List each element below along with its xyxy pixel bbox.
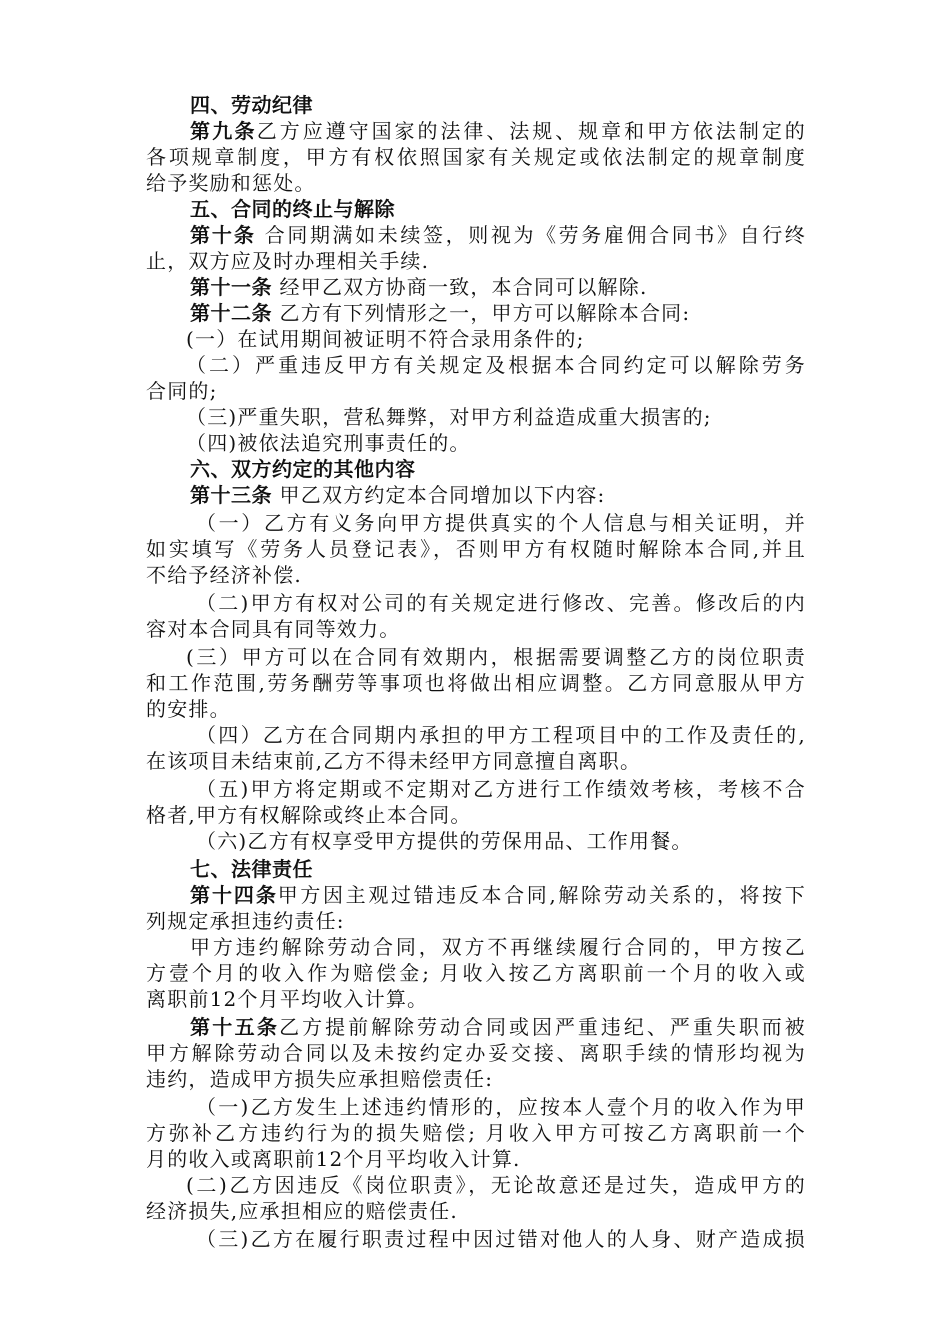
- article-15-item-2-line-2: 经济损失,应承担相应的赔偿责任.: [146, 1199, 458, 1223]
- article-9-label: 第九条: [190, 119, 257, 143]
- article-12-item-4: （四)被依法追究刑事责任的。: [186, 431, 471, 455]
- article-12-item-3: （三)严重失职，营私舞弊，对甲方利益造成重大损害的;: [186, 405, 712, 429]
- article-10-line-1: [190, 222, 806, 248]
- article-11-line-1: [190, 274, 806, 300]
- article-13-item-2-line-1: （二)甲方有权对公司的有关规定进行修改、完善。修改后的内: [196, 591, 806, 615]
- article-10-text: 合同期满如未续签，则视为《劳务雇佣合同书》自行终: [255, 223, 806, 247]
- article-12-text: 乙方有下列情形之一，甲方可以解除本合同:: [272, 301, 691, 325]
- article-12-line-1: [190, 300, 806, 326]
- section-heading-5: 五、合同的终止与解除: [190, 197, 395, 221]
- article-11-label: 第十一条: [190, 275, 272, 299]
- article-9-text: 乙方应遵守国家的法律、法规、规章和甲方依法制定的: [256, 119, 806, 143]
- section-heading-6: 六、双方约定的其他内容: [190, 457, 416, 481]
- article-13-item-4-line-1: （四）乙方在合同期内承担的甲方工程项目中的工作及责任的,: [196, 723, 806, 747]
- article-13-line-1: [190, 482, 806, 508]
- article-13-item-4-line-2: 在该项目未结束前,乙方不得未经甲方同意擅自离职。: [146, 749, 642, 773]
- article-15-text: 乙方提前解除劳动合同或因严重违纪、严重失职而被: [279, 1015, 806, 1039]
- article-13-item-5-line-1: （五)甲方将定期或不定期对乙方进行工作绩效考核，考核不合: [196, 777, 806, 801]
- article-15-item-1-line-1: （一)乙方发生上述违约情形的，应按本人壹个月的收入作为甲: [196, 1095, 806, 1119]
- article-15-line-2: 甲方解除劳动合同以及未按约定办妥交接、离职手续的情形均视为: [146, 1041, 806, 1065]
- article-15-line-3: 违约，造成甲方损失应承担赔偿责任:: [146, 1067, 494, 1091]
- section-heading-4: 四、劳动纪律: [190, 93, 313, 117]
- article-14-para-line-2: 方壹个月的收入作为赔偿金; 月收入按乙方离职前一个月的收入或: [146, 961, 806, 985]
- article-14-label: 第十四条: [190, 883, 278, 907]
- article-15-item-1-line-3: 月的收入或离职前12个月平均收入计算.: [146, 1147, 521, 1171]
- article-15-item-3-line-1: （三)乙方在履行职责过程中因过错对他人的人身、财产造成损: [196, 1227, 806, 1251]
- article-15-item-2-line-1: (二)乙方因违反《岗位职责》，无论故意还是过失，造成甲方的: [186, 1173, 806, 1197]
- article-12-label: 第十二条: [190, 301, 272, 325]
- article-15-line-1: [190, 1014, 806, 1040]
- article-14-line-2: 列规定承担违约责任:: [146, 909, 345, 933]
- article-12-item-1: (一）在试用期间被证明不符合录用条件的;: [186, 327, 585, 351]
- article-13-item-6: （六)乙方有权享受甲方提供的劳保用品、工作用餐。: [196, 829, 693, 853]
- article-15-item-1-line-2: 方弥补乙方违约行为的损失赔偿; 月收入甲方可按乙方离职前一个: [146, 1121, 806, 1145]
- article-13-item-2-line-2: 容对本合同具有同等效力。: [146, 617, 401, 641]
- article-11-text: 经甲乙双方协商一致，本合同可以解除.: [272, 275, 648, 299]
- article-9-line-1: [190, 118, 806, 144]
- article-9-line-3: 给予奖励和惩处。: [146, 171, 316, 195]
- article-13-item-1-line-2: 如实填写《劳务人员登记表》，否则甲方有权随时解除本合同,并且: [146, 537, 806, 561]
- article-14-text: 甲方因主观过错违反本合同,解除劳动关系的，将按下: [277, 883, 806, 907]
- article-13-item-1-line-1: （一）乙方有义务向甲方提供真实的个人信息与相关证明，并: [196, 511, 806, 535]
- article-15-label: 第十五条: [190, 1015, 280, 1039]
- article-14-para-line-3: 离职前12个月平均收入计算。: [146, 987, 429, 1011]
- article-13-item-3-line-1: (三）甲方可以在合同有效期内，根据需要调整乙方的岗位职责: [186, 645, 806, 669]
- article-10-label: 第十条: [190, 223, 256, 247]
- article-13-item-3-line-3: 的安排。: [146, 697, 231, 721]
- article-14-line-1: [190, 882, 806, 908]
- article-13-label: 第十三条: [190, 483, 272, 507]
- section-heading-7: 七、法律责任: [190, 857, 313, 881]
- article-14-para-line-1: 甲方违约解除劳动合同，双方不再继续履行合同的，甲方按乙: [190, 935, 806, 959]
- article-13-item-5-line-2: 格者,甲方有权解除或终止本合同。: [146, 803, 472, 827]
- article-13-item-3-line-2: 和工作范围,劳务酬劳等事项也将做出相应调整。乙方同意服从甲方: [146, 671, 806, 695]
- article-13-text: 甲乙双方约定本合同增加以下内容:: [272, 483, 606, 507]
- article-13-item-1-line-3: 不给予经济补偿.: [146, 563, 302, 587]
- article-9-line-2: 各项规章制度，甲方有权依照国家有关规定或依法制定的规章制度: [146, 145, 806, 169]
- article-10-line-2: 止，双方应及时办理相关手续.: [146, 249, 430, 273]
- article-12-item-2-line-1: （二）严重违反甲方有关规定及根据本合同约定可以解除劳务: [186, 353, 806, 377]
- article-12-item-2-line-2: 合同的;: [146, 379, 218, 403]
